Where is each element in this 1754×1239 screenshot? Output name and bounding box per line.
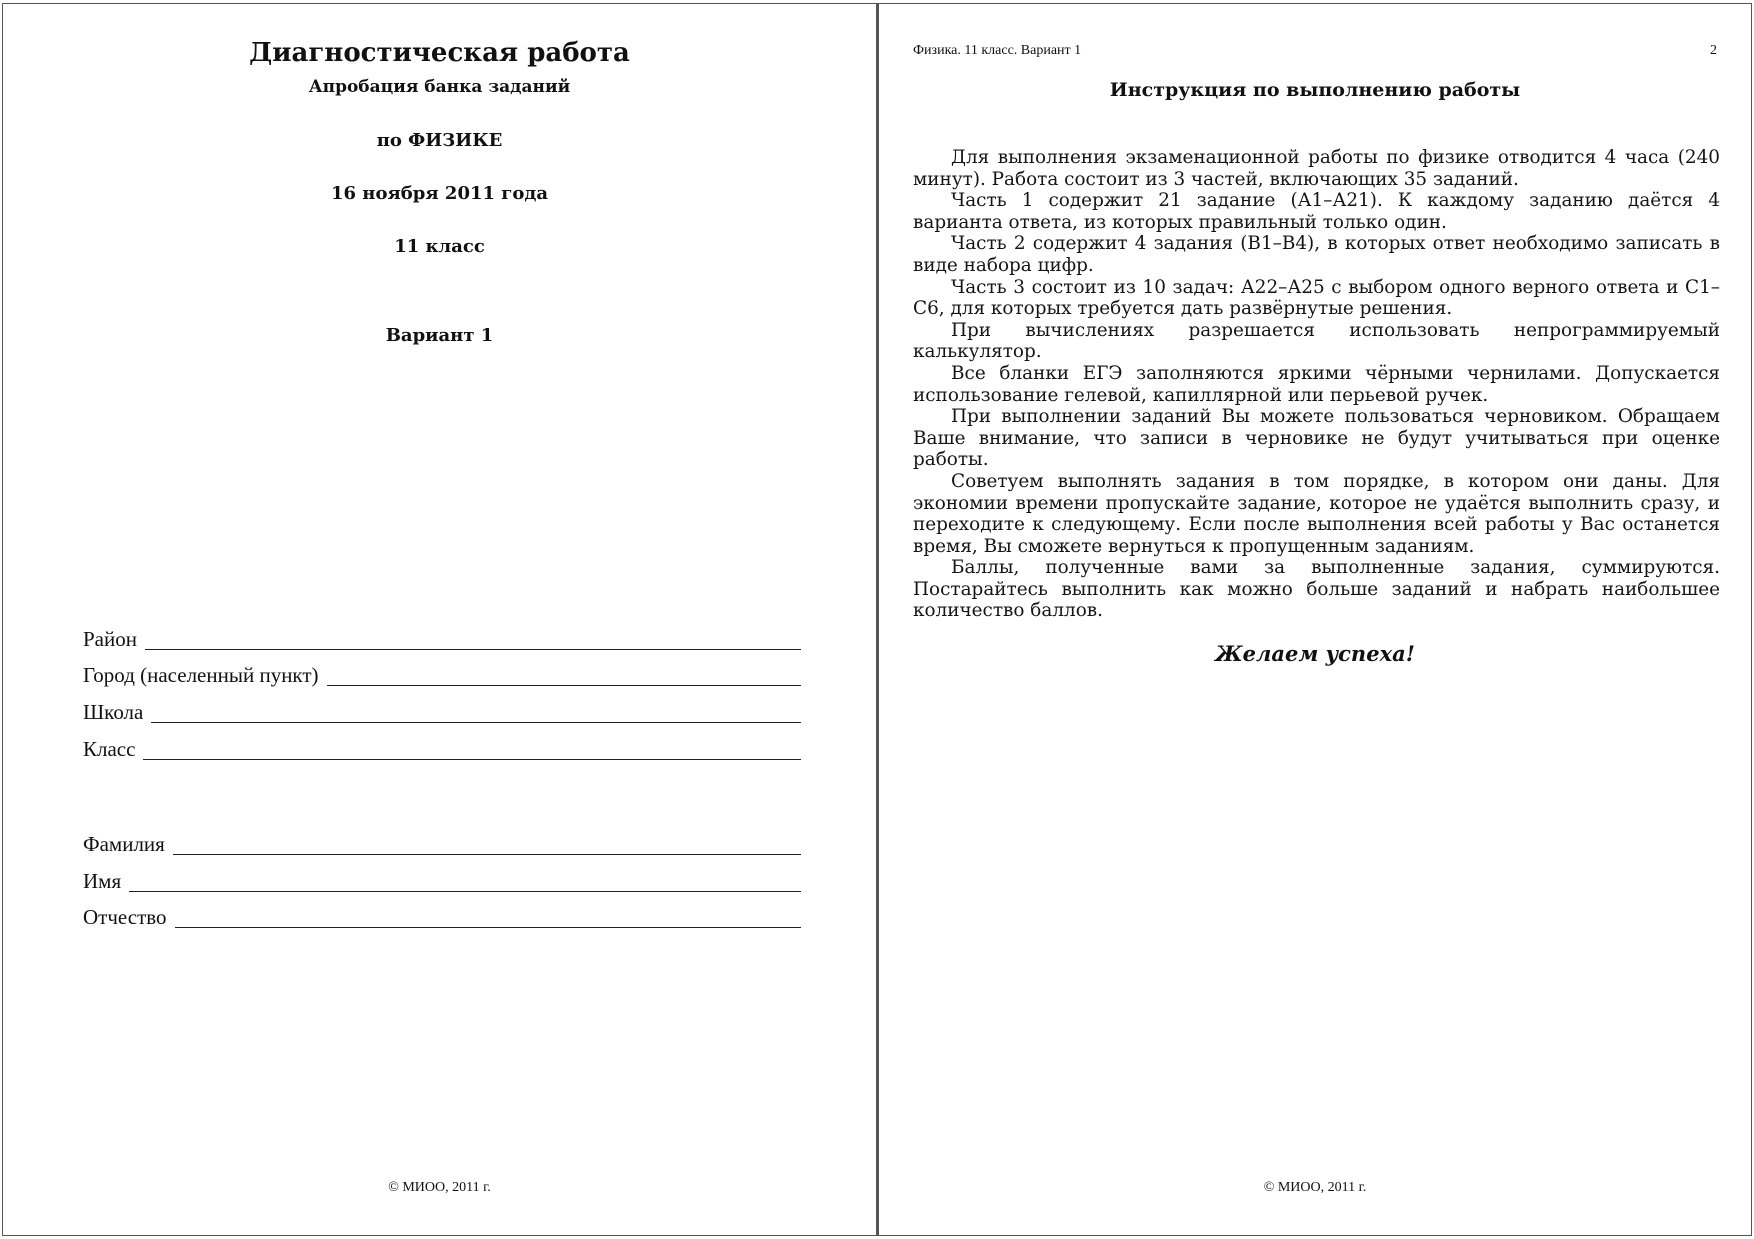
document-subtitle: Апробация банка заданий bbox=[308, 77, 571, 97]
page-number: 2 bbox=[1710, 43, 1717, 58]
name-field bbox=[83, 866, 801, 892]
district-field bbox=[83, 624, 801, 650]
paragraph: Часть 1 содержит 21 задание (А1–А21). К каждому заданию даётся 4 варианта ответа, из которых правильный только один. bbox=[913, 190, 1720, 233]
closing-wish: Желаем успеха! bbox=[1215, 641, 1415, 666]
document-title: Диагностическая работа bbox=[249, 38, 630, 68]
grade: 11 класс bbox=[394, 236, 485, 257]
paragraph: Советуем выполнять задания в том порядке, в котором они даны. Для экономии времени пропускайте задание, которое не удаётся выполнить сразу, и переходите к следующему. Если после выполнения всей работы у Вас останется время, Вы сможете вернуться к пропущенным заданиям. bbox=[913, 470, 1720, 557]
instructions-heading: Инструкция по выполнению работы bbox=[1109, 79, 1521, 101]
paragraph: Часть 3 состоит из 10 задач: А22–А25 с выбором одного верного ответа и С1–С6, для которых требуется дать развёрнутые решения. bbox=[913, 276, 1720, 320]
district-blank-line[interactable] bbox=[145, 630, 801, 650]
paragraph: Для выполнения экзаменационной работы по физике отводится 4 часа (240 минут). Работа состоит из 3 частей, включающих 35 заданий. bbox=[913, 147, 1720, 190]
paragraph: При вычислениях разрешается использовать непрограммируемый калькулятор. bbox=[913, 319, 1720, 363]
subject: по ФИЗИКЕ bbox=[376, 130, 503, 151]
name-label: Имя bbox=[83, 869, 122, 893]
district-label: Район bbox=[83, 627, 137, 651]
class-label: Класс bbox=[83, 737, 136, 761]
copyright-left: © МИОО, 2011 г. bbox=[388, 1180, 491, 1195]
exam-date: 16 ноября 2011 года bbox=[330, 183, 548, 204]
instructions-body bbox=[913, 147, 1720, 622]
paragraph: Баллы, полученные вами за выполненные задания, суммируются. Постарайтесь выполнить как можно больше заданий и набрать наибольшее количество баллов. bbox=[913, 557, 1720, 622]
city-label: Город (населенный пункт) bbox=[83, 663, 319, 687]
school-label: Школа bbox=[83, 700, 144, 724]
patronymic-blank-line[interactable] bbox=[175, 908, 801, 928]
paragraph: Все бланки ЕГЭ заполняются яркими чёрными чернилами. Допускается использование гелевой, капиллярной или перьевой ручек. bbox=[913, 362, 1720, 406]
patronymic-label: Отчество bbox=[83, 905, 167, 929]
class-field bbox=[83, 734, 801, 760]
title-page bbox=[2, 3, 877, 1236]
paragraph: При выполнении заданий Вы можете пользоваться черновиком. Обращаем Ваше внимание, что записи в черновике не будут учитываться при оценке работы. bbox=[913, 406, 1720, 471]
surname-field bbox=[83, 829, 801, 855]
variant: Вариант 1 bbox=[385, 325, 494, 346]
city-blank-line[interactable] bbox=[327, 666, 801, 686]
city-field bbox=[83, 660, 801, 686]
surname-blank-line[interactable] bbox=[173, 835, 801, 855]
paragraph: Часть 2 содержит 4 задания (В1–В4), в которых ответ необходимо записать в виде набора цифр. bbox=[913, 233, 1720, 276]
running-header-title: Физика. 11 класс. Вариант 1 bbox=[913, 43, 1082, 58]
school-field bbox=[83, 697, 801, 723]
school-blank-line[interactable] bbox=[151, 703, 801, 723]
instructions-page bbox=[877, 3, 1752, 1236]
surname-label: Фамилия bbox=[83, 832, 165, 856]
class-blank-line[interactable] bbox=[143, 740, 801, 760]
copyright-right: © МИОО, 2011 г. bbox=[1263, 1180, 1367, 1195]
patronymic-field bbox=[83, 902, 801, 928]
name-blank-line[interactable] bbox=[129, 872, 801, 892]
running-header bbox=[913, 43, 1717, 59]
